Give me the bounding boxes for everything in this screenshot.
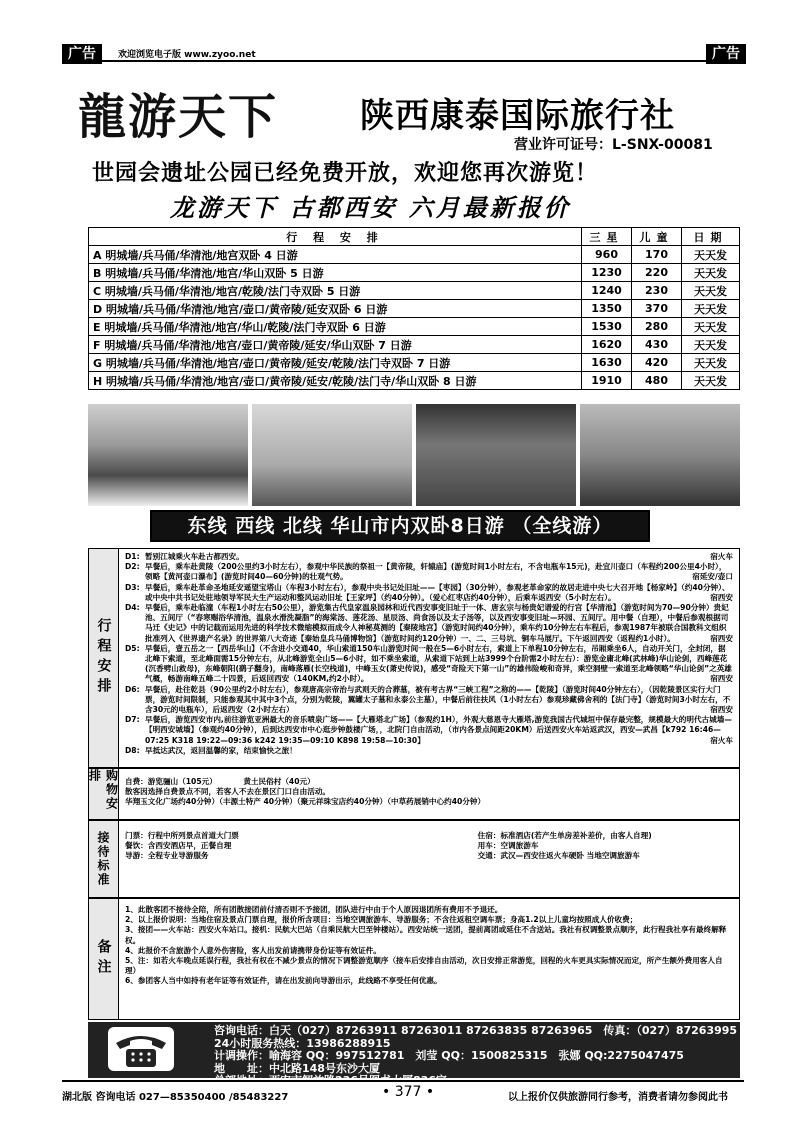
- footer-rule: [62, 1080, 744, 1082]
- header-cell: 三星: [582, 228, 632, 246]
- day-lodging: 宿火车: [710, 735, 733, 745]
- standard-item: 住宿：标准酒店(若产生单房差补差价，由客人自理): [477, 831, 652, 840]
- promo-headline: 世园会遗址公园已经免费开放，欢迎您再次游览！: [92, 161, 599, 186]
- telephone-icon: [106, 1025, 176, 1073]
- child-price-cell: 170: [632, 246, 682, 264]
- note-line: 2、以上报价说明：当地住宿及景点门票自理，报价所含项目：当地空调旅游车、导游服务；不含往返租空调车票；身高1.2以上儿童均按照成人价收费；: [125, 915, 638, 925]
- day-number: D8:: [125, 745, 140, 755]
- notes-section: [88, 898, 740, 1020]
- ad-tag-left: 广告: [62, 44, 102, 64]
- table-row: [89, 300, 740, 318]
- contact-panel: [88, 1022, 740, 1078]
- day-number: D7:: [125, 715, 140, 725]
- day-lodging: 宿西安: [710, 705, 733, 715]
- route-cell: E 明城墙/兵马俑/华清池/地宫/华山/乾陵/法门寺双卧 6 日游: [89, 318, 582, 336]
- day-number: D5:: [125, 643, 140, 653]
- note-line: 3、接团——火车站：西安火车站口。接机：民航大巴站（自乘民航大巴至钟楼站）。西安站统一送团，提前离团或延住不含送站。我社有权调整景点顺序，此行程我社享有最终解释权。: [125, 925, 727, 945]
- price-cell: 1530: [582, 318, 632, 336]
- day-lodging: 宿西安: [710, 633, 733, 643]
- price-cell: 1910: [582, 372, 632, 390]
- day-text: 早餐后，壹五岳之一【西岳华山】（不含进小交通40，华山索道150车山游览时间一般在5—6小时左右，索道上下单程10分钟左右，吊厢乘坐6人，自动开关门，全封闭，据北峰下索道，至北峰面需15分钟左右，从北峰游览全山5—6小时，如不乘坐索道，从索道下站到上站3999个台阶需2小时左右）：游览金庸北峰(武林峰)华山论剑，西峰莲花(沉香劈山救母)，东峰朝阳(鹞子翻身)，南峰落雁(长空栈道)，中峰玉女(萧史传说)，感受“奇险天下第一山”的雄伟险峻和奇异，乘空洞壁一索道至北峰领略“华山论剑”之英雄气概，畅游南峰五峰二十四景，后返回西安（140KM,约2小时）。: [145, 643, 732, 684]
- day-text: 早餐后，乘车赴临潼（车程1小时左右50公里），游览集古代皇家温泉园林和近代西安事变旧址于一体、唐玄宗与杨贵妃谱爱的行宫【华清池】（游览时间为70—90分钟）贵妃池、五间厅（“春寒赐浴华清池，温泉水滑洗凝脂”的海棠汤、莲花汤、星辰汤、尚食汤以及太子汤等，以及西安事变旧址—环园、五间厅。用中餐（自理），中餐后参观根据司马迁《史记》中的记载而运用先进的科学技术微缩模拟而成令人神秘莫测的【秦陵地宫】（游览时间约40分钟），乘车约10分钟左右车程后，参观1987年被联合国教科文组织批准列入《世界遗产名录》的世界第八大奇迹【秦始皇兵马俑博物馆】（游览时间约120分钟）一、二、三号坑、铜车马展厅。下午返回西安（返程约1小时）。: [145, 603, 729, 643]
- promo-subheadline: 龙游天下 古都西安 六月最新报价: [170, 193, 571, 222]
- standard-item: 导游：全程专业导游服务: [125, 851, 209, 861]
- child-price-cell: 230: [632, 282, 682, 300]
- table-row: [89, 246, 740, 264]
- standard-item: 门票：行程中所列景点首道大门票: [125, 831, 239, 840]
- day-text: 早餐后，游览西安市内,前往游览亚洲最大的音乐喷泉广场——【大雁塔北广场】（参观约1H），外观大慈恩寺大雁塔,游览我国古代城垣中保存最完整，规模最大的明代古城墙—【明西安城墙】（参观约40分钟），后到达西安市中心逛步钟鼓楼广场，，北院门自由活动，（市内各景点间距20KM）后送西安火车站返武汉，西安—武昌【k792 16:46—07:25 K318 19:22—09:36 k242 19:35—09:10 K898 19:58—10:30】: [145, 715, 732, 745]
- price-cell: 1350: [582, 300, 632, 318]
- date-cell: 天天发: [682, 318, 740, 336]
- day-text: 暂别江城乘火车赴古都西安。: [145, 552, 244, 561]
- pagoda-photo: [252, 404, 412, 506]
- note-line: 1、此散客团不接待全陪，所有团散接团前付清否则不予接团，团队进行中由于个人原因退团所有费用不予退还。: [125, 905, 503, 914]
- header-cell: 儿童: [632, 228, 682, 246]
- day-item: [125, 552, 733, 562]
- agency-name: 陕西康泰国际旅行社: [360, 96, 675, 136]
- contact-hotline: 24小时服务热线：13986288915: [214, 1036, 391, 1050]
- price-cell: 1240: [582, 282, 632, 300]
- date-cell: 天天发: [682, 246, 740, 264]
- date-cell: 天天发: [682, 354, 740, 372]
- shopping-body: [119, 769, 739, 819]
- photo-strip: [88, 404, 740, 506]
- section-label: 接待标准: [89, 821, 119, 897]
- section-label: 备注: [89, 899, 119, 1019]
- child-price-cell: 480: [632, 372, 682, 390]
- shopping-line: 华翔玉文化广场约40分钟）（丰源土特产 40分钟）（聚元祥珠宝店约40分钟）（中草药展销中心约40分钟）: [125, 797, 486, 807]
- standards-row: [125, 841, 733, 851]
- shopping-section: [88, 768, 740, 820]
- price-cell: 960: [582, 246, 632, 264]
- header-cell: 日期: [682, 228, 740, 246]
- route-cell: F 明城墙/兵马俑/华清池/地宫/壶口/黄帝陵/延安/华山双卧 7 日游: [89, 336, 582, 354]
- shopping-line: 散客因选择自费景点不同，若客人不去在景区门口自由活动。: [125, 787, 331, 797]
- route-cell: D 明城墙/兵马俑/华清池/地宫/壶口/黄帝陵/延安双卧 6 日游: [89, 300, 582, 318]
- standards-body: [119, 821, 739, 897]
- welcome-text: 欢迎浏览电子版 www.zyoo.net: [118, 50, 256, 60]
- date-cell: 天天发: [682, 336, 740, 354]
- standards-section: [88, 820, 740, 898]
- date-cell: 天天发: [682, 372, 740, 390]
- standard-item: 交通：武汉—西安往返火车硬卧 当地空调旅游车: [477, 851, 640, 861]
- day-number: D2:: [125, 562, 140, 572]
- footer-left: 湖北版 咨询电话 027—85350400 /85483227: [62, 1092, 289, 1103]
- date-cell: 天天发: [682, 300, 740, 318]
- footer-right: 以上报价仅供旅游同行参考，消费者请勿参阅此书: [508, 1092, 728, 1103]
- route-cell: H 明城墙/兵马俑/华清池/地宫/壶口/黄帝陵/延安/乾陵/法门寺/华山双卧 8 日游: [89, 372, 582, 390]
- day-lodging: 宿火车: [710, 552, 733, 561]
- route-title: 东线 西线 北线 华山市内双卧8日游 （全线游）: [150, 510, 650, 542]
- day-item: [125, 715, 733, 746]
- note-line: 5、注：如若火车晚点延误行程，我社有权在不减少景点的情况下调整游览顺序（接车后安排自由活动，次日安排正常游览，回程的火车更具实际情况而定，所产生额外费用客人自理）: [125, 956, 723, 976]
- route-cell: G 明城墙/兵马俑/华清池/地宫/壶口/黄帝陵/延安/乾陵/法门寺双卧 7 日游: [89, 354, 582, 372]
- header-cell: 行 程 安 排: [89, 228, 582, 246]
- price-cell: 1230: [582, 264, 632, 282]
- waterfall-photo: [88, 404, 248, 506]
- child-price-cell: 280: [632, 318, 682, 336]
- contact-phones: 咨询电话：白天（027）87263911 87263011 87263835 87263965 传真：（027）87263995: [214, 1024, 738, 1037]
- day-lodging: 宿延安/壶口: [692, 572, 733, 582]
- day-text: 早抵达武汉，返回温馨的家，结束愉快之旅！: [145, 745, 297, 755]
- route-cell: A 明城墙/兵马俑/华清池/地宫双卧 4 日游: [89, 246, 582, 264]
- price-table: [88, 227, 740, 390]
- day-text: 早餐后，赴往乾县（90公里约2小时左右），参观唐高宗帝治与武则天的合葬墓，被有考古界“三峡工程”之称的——【乾陵】（游览时间40分钟左右），（因乾陵景区实行大门票，游览时间限制，只能参观其中其中3个点，分别为乾陵，翼罐太子墓和永泰公主墓），中餐后前往扶风（1小时左右）参观珍藏佛舍利的【法门寺】（游览时间3小时左右，不含30元的电瓶车），后返西安（2小时左右）: [145, 684, 731, 715]
- table-row: [89, 282, 740, 300]
- child-price-cell: 430: [632, 336, 682, 354]
- contact-operators: 计调操作：喻海容 QQ：997512781 刘莹 QQ：1500825315 张娜 QQ:2275047475: [214, 1049, 684, 1063]
- table-row: [89, 372, 740, 390]
- day-number: D4:: [125, 603, 140, 613]
- terracotta-warriors-photo: [416, 404, 576, 506]
- price-cell: 1620: [582, 336, 632, 354]
- day-lodging: 宿西安: [710, 592, 733, 602]
- day-number: D6:: [125, 684, 140, 694]
- date-cell: 天天发: [682, 282, 740, 300]
- date-cell: 天天发: [682, 264, 740, 282]
- price-table-header: [89, 228, 740, 246]
- day-item: [125, 746, 733, 756]
- contact-address: 地 址：中北路148号东沙大厦: [214, 1061, 380, 1075]
- day-item: [125, 583, 733, 603]
- day-item: [125, 685, 733, 716]
- table-row: [89, 336, 740, 354]
- standards-row: [125, 831, 733, 841]
- standard-item: 餐饮：含西安酒店早，正餐自理: [125, 841, 232, 851]
- note-line: 4、此报价不含旅游个人意外伤害险，客人出发前请携带身份证等有效证件。: [125, 945, 381, 955]
- shopping-line: 自费：游览骊山（105元） 黄土民俗村（40元）: [125, 777, 315, 786]
- page-number: • 377 •: [382, 1084, 435, 1100]
- day-item: [125, 562, 733, 582]
- route-cell: C 明城墙/兵马俑/华清池/地宫/乾陵/法门寺双卧 5 日游: [89, 282, 582, 300]
- note-line: 6、参团客人当中如持有老年证等有效证件，请在出发前向导游出示，此线路不享受任何优惠。: [125, 976, 442, 986]
- day-number: D3:: [125, 582, 140, 592]
- child-price-cell: 370: [632, 300, 682, 318]
- section-label: 购物安排: [89, 769, 119, 819]
- notes-body: [119, 899, 739, 1019]
- day-text: 早餐后，乘车赴革命圣地延安遥望宝塔山（车程3小时左右），参观中央书记处旧址——【枣园】（30分钟），参观老革命家的故居走进中央七大召开地【杨家岭】（约40分钟）、或中央中共书记处驻地领导军民大生产运动和整风运动旧址【王家坪】（约40分钟）。（爱心红枣店约40分钟），后乘车返西安（5小时左右）。: [145, 582, 730, 602]
- performance-photo: [580, 404, 740, 506]
- table-row: [89, 318, 740, 336]
- day-text: 早餐后，乘车赴黄陵（200公里约3小时左右），参观中华民族的祭祖一【黄帝陵，轩辕庙】(游览时间1小时左右，不含电瓶车15元)，赴宜川壶口（车程约200公里4小时），领略【黄河壶口瀑布】(游览时间40—60分钟)的壮观气势。: [145, 562, 727, 582]
- ad-tag-right: 广告: [706, 44, 746, 64]
- day-item: [125, 644, 733, 685]
- license-number: 营业许可证号：L-SNX-00081: [514, 137, 713, 153]
- itinerary-section: [88, 548, 740, 768]
- standard-item: 用车：空调旅游车: [477, 841, 539, 851]
- day-item: [125, 603, 733, 644]
- price-cell: 1630: [582, 354, 632, 372]
- child-price-cell: 420: [632, 354, 682, 372]
- route-cell: B 明城墙/兵马俑/华清池/地宫/华山双卧 5 日游: [89, 264, 582, 282]
- itinerary-body: [119, 549, 739, 767]
- child-price-cell: 220: [632, 264, 682, 282]
- day-lodging: 宿西安: [710, 674, 733, 684]
- section-label: 行程安排: [89, 549, 119, 767]
- standards-row: [125, 851, 733, 861]
- calligraphy-logo: 龍游天下: [78, 89, 279, 145]
- table-row: [89, 354, 740, 372]
- day-number: D1:: [125, 552, 140, 561]
- table-row: [89, 264, 740, 282]
